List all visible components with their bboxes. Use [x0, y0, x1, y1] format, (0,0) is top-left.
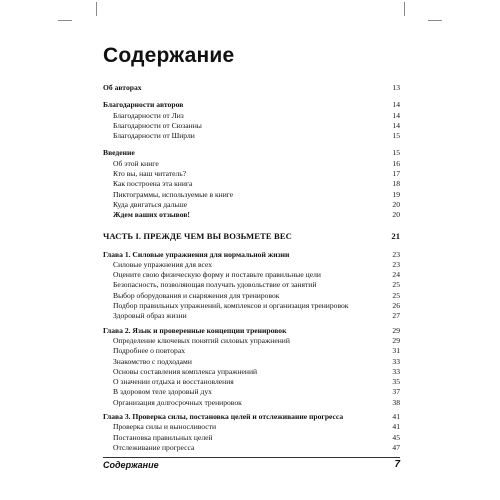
- toc-entry-page: 26: [392, 301, 400, 311]
- toc-entry-page: 37: [392, 387, 400, 397]
- toc-entry-label: Благодарности авторов: [103, 100, 184, 110]
- toc-entry-label: О значении отдыха и восстановления: [113, 377, 234, 387]
- footer-running-title: Содержание: [103, 460, 159, 470]
- toc-entry[interactable]: [103, 301, 400, 311]
- toc-entry-label: Определение ключевых понятий силовых упражнений: [113, 335, 290, 345]
- toc-entry-label: ЧАСТЬ I. ПРЕЖДЕ ЧЕМ ВЫ ВОЗЬМЕТЕ ВЕС: [103, 230, 292, 241]
- toc-entry[interactable]: [103, 443, 400, 453]
- toc-entry-page: 19: [392, 189, 400, 199]
- toc-entry[interactable]: [103, 169, 400, 179]
- toc-entry[interactable]: [103, 367, 400, 377]
- toc-entry[interactable]: [103, 280, 400, 290]
- toc-entry-label: Подробнее о повторах: [113, 346, 186, 356]
- toc-entry-label: Благодарности от Ширли: [113, 131, 195, 141]
- toc-entry[interactable]: [103, 210, 400, 220]
- toc-chapter-entry[interactable]: [103, 100, 400, 110]
- toc-entry[interactable]: [103, 200, 400, 210]
- toc-entry-page: 14: [392, 120, 400, 130]
- toc-entry[interactable]: [103, 346, 400, 356]
- toc-entry-page: 21: [391, 230, 400, 241]
- toc-entry-label: Об авторах: [103, 83, 142, 92]
- table-of-contents: [103, 83, 400, 453]
- toc-entry-label: Силовые упражнения для всех: [113, 259, 213, 269]
- toc-entry-page: 29: [392, 335, 400, 345]
- toc-entry-page: 35: [392, 377, 400, 387]
- toc-entry[interactable]: [103, 190, 400, 200]
- toc-chapter-entry[interactable]: [103, 250, 400, 260]
- toc-entry-label: В здоровом теле здоровый дух: [113, 387, 212, 397]
- toc-entry[interactable]: [103, 422, 400, 432]
- toc-entry-label: Отслеживание прогресса: [113, 442, 195, 452]
- toc-entry-page: 23: [392, 249, 400, 259]
- crop-mark-top-right-h: [428, 20, 442, 21]
- toc-entry-page: 24: [392, 270, 400, 280]
- toc-entry-label: Оцените свою физическую форму и поставьте правильные цели: [113, 270, 321, 280]
- toc-entry-label: Ждем ваших отзывов!: [113, 210, 190, 220]
- toc-entry-page: 14: [392, 100, 400, 110]
- toc-entry[interactable]: [103, 131, 400, 141]
- toc-entry-label: Выбор оборудования и снаряжения для тренировок: [113, 290, 280, 300]
- toc-entry-label: Глава 3. Проверка силы, постановка целей и отслеживание прогресса: [103, 412, 344, 422]
- toc-entry-page: 14: [392, 110, 400, 120]
- toc-chapter-entry[interactable]: [103, 412, 400, 422]
- toc-entry[interactable]: [103, 357, 400, 367]
- toc-entry-page: 45: [392, 432, 400, 442]
- toc-entry-label: Безопасность, позволяющая получать удовольствие от занятий: [113, 280, 317, 290]
- toc-entry[interactable]: [103, 159, 400, 169]
- toc-entry[interactable]: [103, 179, 400, 189]
- toc-chapter-entry[interactable]: [103, 326, 400, 336]
- toc-entry-page: 17: [392, 169, 400, 179]
- toc-entry-page: 41: [392, 422, 400, 432]
- toc-entry-page: 20: [392, 199, 400, 209]
- toc-entry-page: 15: [392, 148, 400, 158]
- toc-entry-page: 20: [392, 210, 400, 220]
- toc-entry-page: 29: [392, 325, 400, 335]
- toc-entry-label: Глава 1. Силовые упражнения для нормальной жизни: [103, 249, 290, 259]
- toc-entry-label: Пиктограммы, используемые в книге: [113, 189, 234, 199]
- toc-entry[interactable]: [103, 270, 400, 280]
- toc-entry[interactable]: [103, 121, 400, 131]
- toc-entry[interactable]: [103, 387, 400, 397]
- toc-entry[interactable]: [103, 111, 400, 121]
- toc-entry-label: Куда двигаться дальше: [113, 199, 188, 209]
- toc-entry-label: Проверка силы и выносливости: [113, 422, 217, 432]
- toc-entry[interactable]: [103, 311, 400, 321]
- toc-entry-label: Организация долгосрочных тренировок: [113, 397, 242, 407]
- toc-entry-label: Здоровый образ жизни: [113, 311, 187, 321]
- toc-entry-label: Знакомство с подходами: [113, 356, 192, 366]
- toc-entry-page: 15: [392, 131, 400, 141]
- toc-entry-label: Подбор правильных упражнений, комплексов и организация тренировок: [113, 301, 349, 311]
- toc-entry-page: 31: [392, 346, 400, 356]
- toc-entry[interactable]: [103, 398, 400, 408]
- toc-entry-page: 25: [392, 290, 400, 300]
- toc-entry-label: Основы составления комплекса упражнений: [113, 366, 258, 376]
- toc-entry-page: 27: [392, 311, 400, 321]
- toc-entry-page: 23: [392, 259, 400, 269]
- toc-entry-page: 25: [392, 280, 400, 290]
- toc-entry-label: Как построена эта книга: [113, 179, 193, 189]
- toc-entry-page: 38: [392, 397, 400, 407]
- toc-entry-label: Благодарности от Сюзанны: [113, 120, 202, 130]
- crop-mark-top-right-v: [404, 2, 405, 16]
- toc-chapter-entry[interactable]: [103, 83, 400, 93]
- toc-entry-label: Глава 2. Язык и проверенные концепции тренировок: [103, 325, 287, 335]
- toc-entry-page: 33: [392, 356, 400, 366]
- toc-entry-page: 13: [392, 83, 400, 92]
- toc-entry-label: Об этой книге: [113, 158, 159, 168]
- footer-page-number: 7: [394, 459, 400, 470]
- toc-entry[interactable]: [103, 291, 400, 301]
- toc-part-heading[interactable]: [103, 231, 400, 242]
- page-title: Содержание: [103, 44, 235, 67]
- toc-entry[interactable]: [103, 433, 400, 443]
- toc-entry[interactable]: [103, 336, 400, 346]
- toc-entry-page: 18: [392, 179, 400, 189]
- toc-entry-label: Кто вы, наш читатель?: [113, 169, 187, 179]
- toc-entry-page: 41: [392, 412, 400, 422]
- toc-entry-label: Благодарности от Лиз: [113, 110, 184, 120]
- footer-divider: [103, 457, 400, 458]
- toc-entry-page: 33: [392, 366, 400, 376]
- toc-chapter-entry[interactable]: [103, 148, 400, 158]
- toc-entry-label: Введение: [103, 148, 135, 158]
- crop-mark-top-left-v: [96, 2, 97, 16]
- toc-entry[interactable]: [103, 260, 400, 270]
- toc-entry-page: 16: [392, 158, 400, 168]
- toc-entry-page: 47: [392, 442, 400, 452]
- toc-entry-label: Постановка правильных целей: [113, 432, 213, 442]
- toc-entry[interactable]: [103, 377, 400, 387]
- crop-mark-top-left-h: [58, 20, 72, 21]
